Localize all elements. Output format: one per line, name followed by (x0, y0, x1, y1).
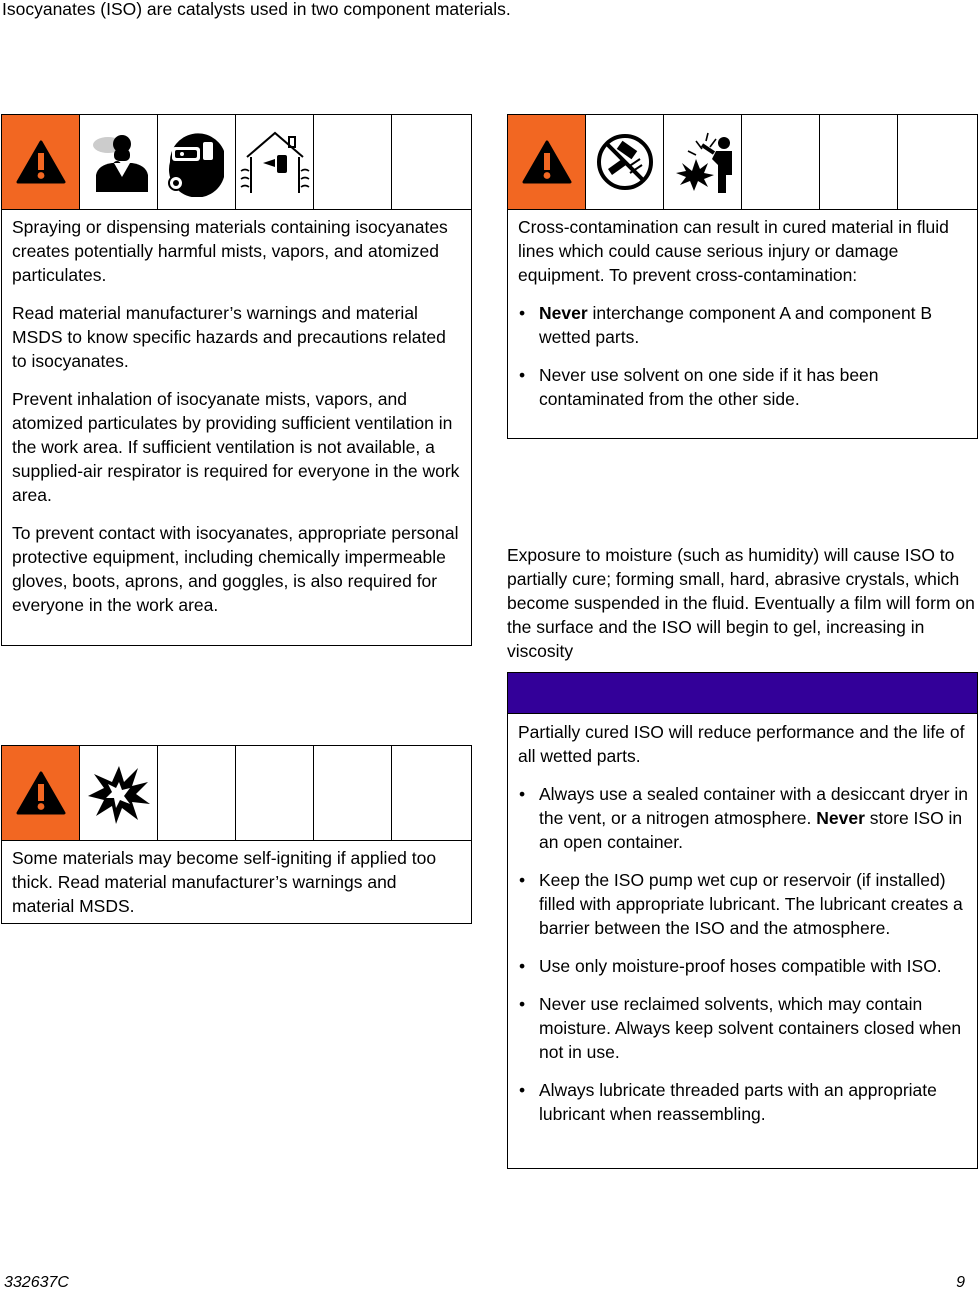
paragraph: To prevent contact with isocyanates, appropriate personal protective equipment, including chemically impermeable gloves, boots, aprons, and goggles, is also required for everyone in the work area. (12, 523, 459, 615)
list-text: Keep the ISO pump wet cup or reservoir (if installed) filled with appropriate lubricant. The lubricant creates a barrier between the ISO and the atmosphere. (539, 870, 963, 938)
list-item (518, 954, 969, 978)
empty-icon-cell (392, 746, 470, 840)
bullet: • (519, 870, 526, 890)
list-text: Always lubricate threaded parts with an appropriate lubricant when reassembling. (539, 1080, 937, 1124)
paragraph: Partially cured ISO will reduce performance and the life of all wetted parts. (518, 722, 965, 766)
warning-text (2, 841, 471, 924)
empty-icon-cell (392, 115, 470, 209)
notice-text (508, 714, 977, 1132)
paragraph: Spraying or dispensing materials containing isocyanates creates potentially harmful mists, vapors, and atomized particulates. (12, 217, 448, 285)
list-text: interchange component A and component B wetted parts. (539, 303, 933, 347)
list-item (518, 992, 969, 1064)
self-igniting-warning-box (1, 745, 472, 924)
bullet: • (519, 303, 526, 323)
bullet: • (519, 994, 526, 1014)
explosion-icon (80, 746, 158, 840)
warning-triangle-icon (2, 746, 80, 840)
notice-box (507, 672, 978, 1169)
empty-icon-cell (898, 115, 976, 209)
list-text: Never use reclaimed solvents, which may contain moisture. Always keep solvent containers closed when not in use. (539, 994, 962, 1062)
list-item (518, 1078, 969, 1126)
paragraph: Prevent inhalation of isocyanate mists, vapors, and atomized particulates by providing sufficient ventilation in the work area. If sufficient ventilation is not available, a supplied-air respirator is required for everyone in the work area. (12, 389, 460, 505)
empty-icon-cell (742, 115, 820, 209)
icon-row (2, 746, 471, 841)
moisture-paragraph: Exposure to moisture (such as humidity) will cause ISO to partially cure; forming small, hard, abrasive crystals, which become suspended in the fluid. Eventually a film will form on the surface and the ISO will begin to gel, increasing in viscosity (507, 545, 975, 661)
paragraph: Read material manufacturer’s warnings and material MSDS to know specific hazards and precautions related to isocyanates. (12, 303, 446, 371)
goggles-icon (158, 115, 236, 209)
list-text: Use only moisture-proof hoses compatible with ISO. (539, 956, 942, 976)
warning-triangle-icon (508, 115, 586, 209)
emphasis: Never (816, 808, 865, 828)
empty-icon-cell (820, 115, 898, 209)
burst-injury-icon (664, 115, 742, 209)
cross-contamination-warning-box (507, 114, 978, 439)
emphasis: Never (539, 303, 588, 323)
list-text: store ISO in an open container. (539, 808, 963, 852)
list-item (518, 868, 969, 940)
list-item (518, 782, 969, 854)
list-item (518, 363, 969, 411)
icon-row (508, 115, 977, 210)
paragraph: Some materials may become self-igniting if applied too thick. Read material manufacturer’s warnings and material MSDS. (12, 848, 437, 916)
icon-row (2, 115, 471, 210)
ventilation-icon (236, 115, 314, 209)
empty-icon-cell (314, 115, 392, 209)
document-number: 332637C (4, 1274, 69, 1291)
no-interchange-icon (586, 115, 664, 209)
bullet: • (519, 365, 526, 385)
empty-icon-cell (158, 746, 236, 840)
bullet: • (519, 784, 526, 804)
empty-icon-cell (314, 746, 392, 840)
paragraph: Cross-contamination can result in cured material in fluid lines which could cause serious injury or damage equipment. To prevent cross-contamination: (518, 217, 949, 285)
list-text: Never use solvent on one side if it has been contaminated from the other side. (539, 365, 879, 409)
list-text: Always use a sealed container with a desiccant dryer in the vent, or a nitrogen atmosphere. (539, 784, 968, 828)
page-number: 9 (956, 1274, 965, 1291)
warning-triangle-icon (2, 115, 80, 209)
list-item (518, 301, 969, 349)
notice-header-bar (508, 673, 977, 714)
bullet: • (519, 1080, 526, 1100)
respirator-icon (80, 115, 158, 209)
empty-icon-cell (236, 746, 314, 840)
warning-text (2, 210, 471, 623)
intro-text: Isocyanates (ISO) are catalysts used in two component materials. (2, 0, 511, 19)
bullet: • (519, 956, 526, 976)
warning-text (508, 210, 977, 417)
isocyanate-warning-box (1, 114, 472, 646)
